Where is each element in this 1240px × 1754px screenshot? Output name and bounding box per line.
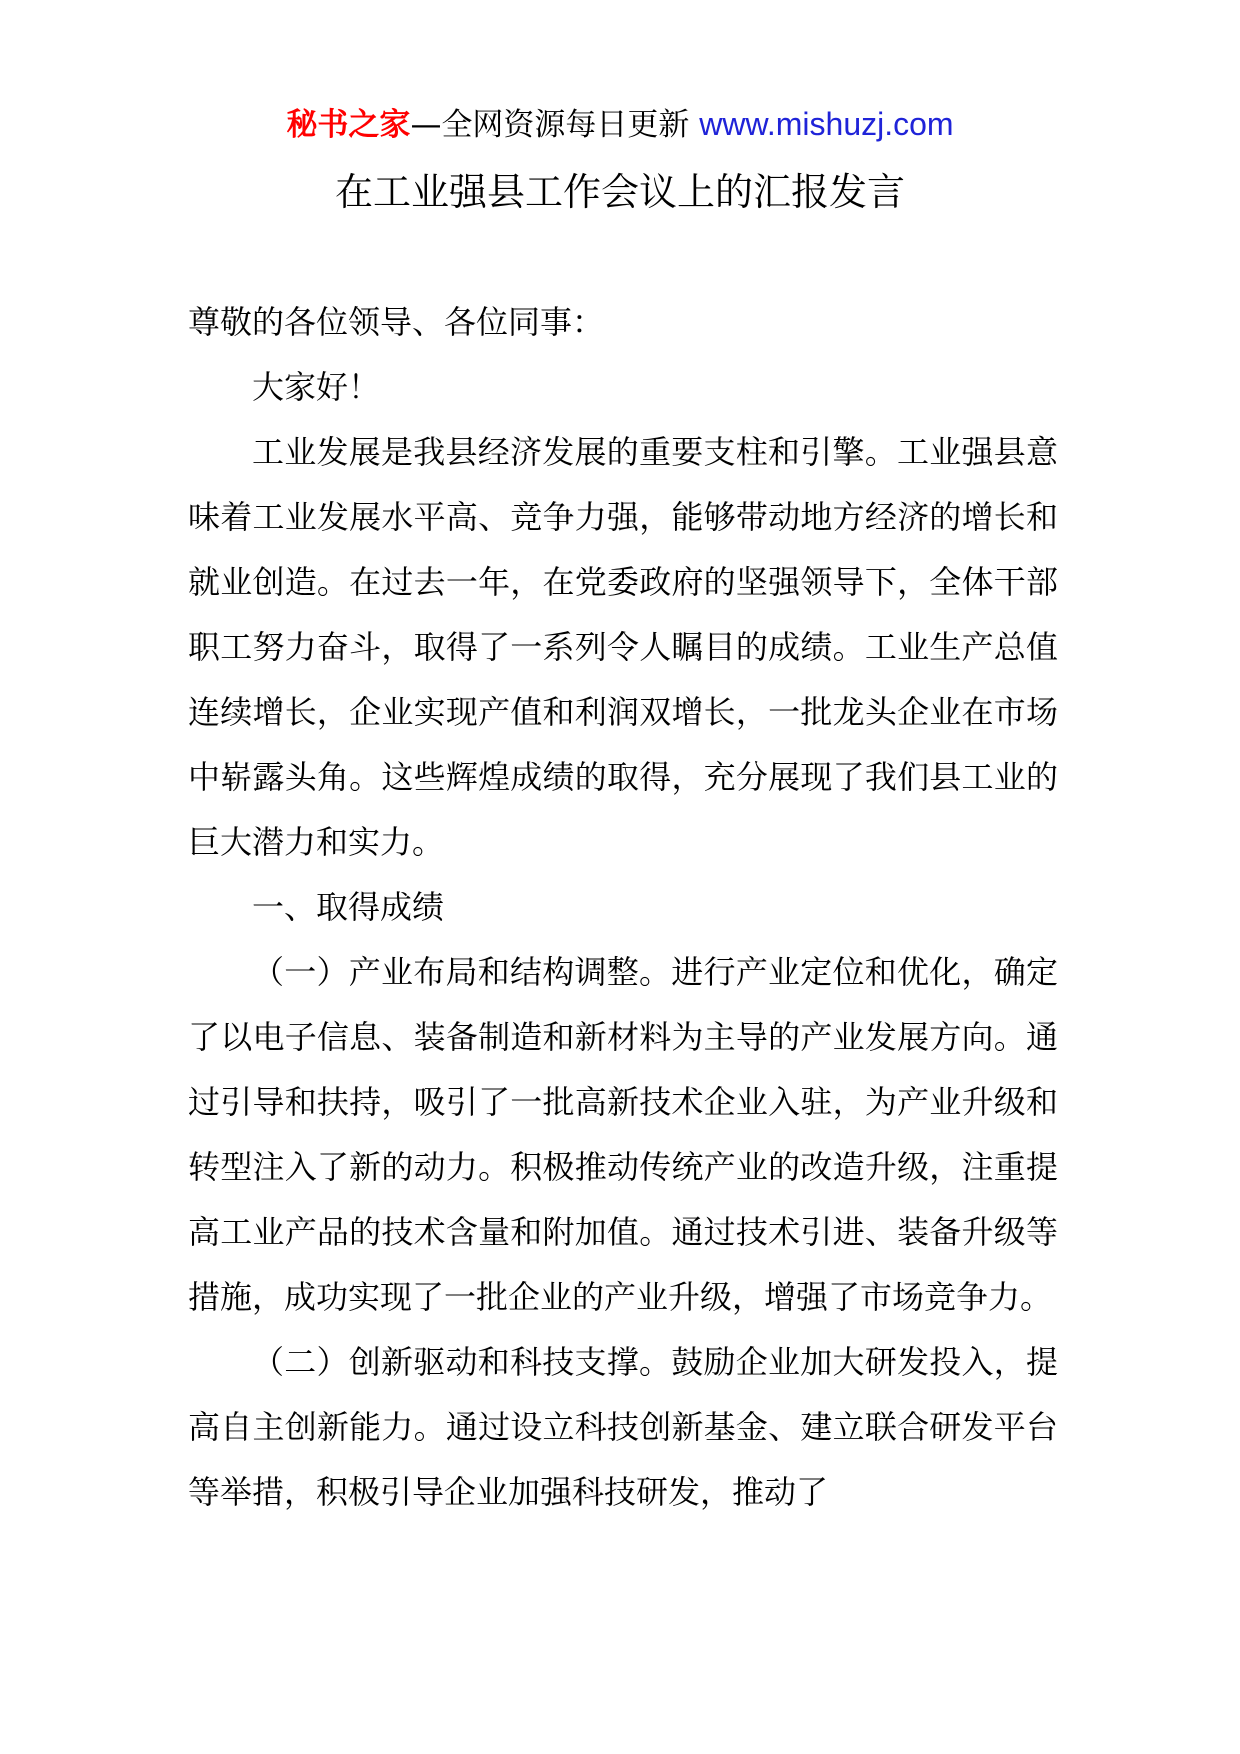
site-brand: 秘书之家 (286, 107, 411, 143)
salutation: 尊敬的各位领导、各位同事： (188, 303, 605, 341)
subsection-industry-layout: （一）产业布局和结构调整。进行产业定位和优化，确定了以电子信息、装备制造和新材料为主导的产业发展方向。通过引导和扶持，吸引了一批高新技术企业入驻，为产业升级和转型注入了新的动力。积极推动传统产业的改造升级，注重提高工业产品的技术含量和附加值。通过技术引进、装备升级等措施，成功实现了一批企业的产业升级，增强了市场竞争力。 (188, 953, 1058, 1316)
intro-paragraph: 工业发展是我县经济发展的重要支柱和引擎。工业强县意味着工业发展水平高、竞争力强，能够带动地方经济的增长和就业创造。在过去一年，在党委政府的坚强领导下，全体干部职工努力奋斗，取得了一系列令人瞩目的成绩。工业生产总值连续增长，企业实现产值和利润双增长，一批龙头企业在市场中崭露头角。这些辉煌成绩的取得，充分展现了我们县工业的巨大潜力和实力。 (188, 433, 1058, 861)
site-tagline: —全网资源每日更新 (410, 107, 700, 143)
document-title: 在工业强县工作会议上的汇报发言 (334, 170, 905, 214)
greeting-paragraph: 大家好！ (252, 368, 381, 406)
site-url-link[interactable]: www.mishuzj.com (699, 106, 954, 142)
subsection-innovation: （二）创新驱动和科技支撑。鼓励企业加大研发投入，提高自主创新能力。通过设立科技创新基金、建立联合研发平台等举措，积极引导企业加强科技研发，推动了 (188, 1343, 1058, 1511)
document-body (188, 290, 1058, 1525)
site-header (0, 100, 1240, 149)
section-heading-achievements: 一、取得成绩 (252, 888, 445, 926)
